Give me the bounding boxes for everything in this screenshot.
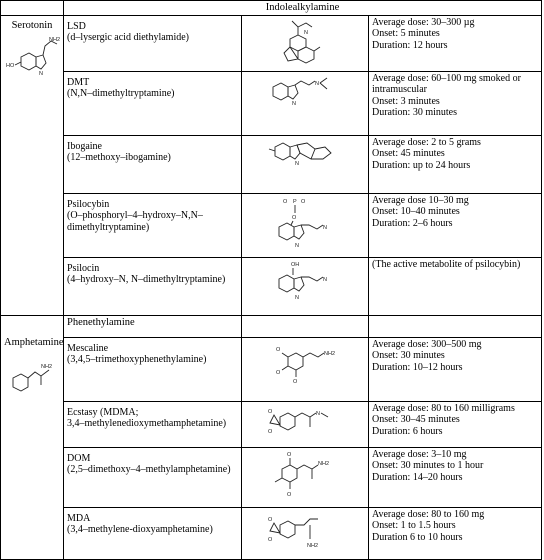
dose-text: Average dose: 30–300 µg bbox=[372, 16, 475, 28]
drug-fullname: (3,4,5–trimethoxyphenethylamine) bbox=[67, 354, 207, 365]
drug-info-cell bbox=[369, 135, 542, 193]
drug-name: Ecstasy (MDMA; bbox=[67, 406, 139, 418]
header-row bbox=[1, 1, 542, 16]
drug-cell bbox=[64, 15, 242, 71]
drug-cell bbox=[64, 401, 242, 447]
drug-fullname: (3,4–methylene-dioxyamphetamine) bbox=[67, 524, 213, 535]
amphetamine-structure-icon bbox=[5, 352, 60, 402]
structure-cell bbox=[242, 257, 369, 315]
psilocybin-structure-icon bbox=[265, 195, 345, 251]
svg-text:O: O bbox=[268, 408, 273, 415]
duration-text: Duration: 14–20 hours bbox=[372, 471, 463, 483]
drug-name: Psilocin bbox=[67, 262, 100, 274]
duration-text: Duration 6 to 10 hours bbox=[372, 531, 463, 543]
structure-cell bbox=[242, 193, 369, 257]
drug-fullname: (d–lysergic acid diethylamide) bbox=[67, 32, 189, 43]
serotonin-structure-icon bbox=[5, 35, 60, 83]
drug-info-cell bbox=[369, 507, 542, 559]
onset-text: Onset: 30 minutes bbox=[372, 350, 445, 361]
svg-text:NH2: NH2 bbox=[307, 542, 319, 549]
dose-text: Average dose: 300–500 mg bbox=[372, 338, 482, 350]
drug-name: LSD bbox=[67, 20, 86, 32]
duration-text: Duration: up to 24 hours bbox=[372, 159, 471, 171]
svg-text:N: N bbox=[38, 71, 43, 77]
dose-text: Average dose: 60–100 mg smoked or intramuscular bbox=[372, 72, 521, 95]
structure-cell bbox=[242, 71, 369, 135]
drug-info-cell bbox=[369, 337, 542, 401]
dose-text: Average dose: 80 to 160 mg bbox=[372, 508, 485, 520]
drug-info-cell bbox=[369, 15, 542, 71]
onset-text: Onset: 30–45 minutes bbox=[372, 414, 460, 425]
svg-text:NH2: NH2 bbox=[48, 37, 60, 43]
svg-text:O: O bbox=[276, 346, 281, 353]
onset-text: Onset: 1 to 1.5 hours bbox=[372, 520, 456, 531]
drug-name: Mescaline bbox=[67, 342, 109, 354]
svg-text:N: N bbox=[295, 294, 299, 301]
drug-fullname: 3,4–methylenedioxymethamphetamine) bbox=[67, 418, 227, 429]
drug-cell bbox=[64, 507, 242, 559]
svg-text:O: O bbox=[268, 536, 273, 543]
svg-text:N: N bbox=[295, 242, 299, 249]
drug-info-cell bbox=[369, 447, 542, 507]
svg-text:N: N bbox=[292, 100, 296, 107]
drug-cell bbox=[64, 257, 242, 315]
drug-cell bbox=[64, 337, 242, 401]
dmt-structure-icon bbox=[265, 73, 345, 113]
svg-text:N: N bbox=[316, 410, 320, 417]
drug-info-cell bbox=[369, 193, 542, 257]
drug-fullname: (N,N–dimethyltryptamine) bbox=[67, 88, 175, 99]
svg-text:HO: HO bbox=[5, 63, 14, 69]
note-text: (The active metabolite of psilocybin) bbox=[372, 258, 521, 270]
svg-text:N: N bbox=[295, 160, 299, 167]
table-row bbox=[1, 507, 542, 559]
table-row bbox=[1, 447, 542, 507]
structure-cell bbox=[242, 135, 369, 193]
svg-text:NH2: NH2 bbox=[40, 364, 52, 370]
drug-name: MDA bbox=[67, 512, 91, 524]
svg-text:O: O bbox=[276, 369, 281, 376]
psilocin-structure-icon bbox=[265, 259, 345, 303]
drug-name: Ibogaine bbox=[67, 140, 102, 152]
phenethylamine-label: Phenethylamine bbox=[64, 315, 242, 337]
onset-text: Onset: 3 minutes bbox=[372, 95, 440, 107]
drug-fullname: (2,5–dimethoxy–4–methylamphetamine) bbox=[67, 464, 231, 475]
table-row bbox=[1, 193, 542, 257]
amphetamine-group-cell bbox=[1, 315, 64, 559]
svg-text:O: O bbox=[283, 198, 288, 205]
dom-structure-icon bbox=[260, 449, 350, 505]
duration-text: Duration: 6 hours bbox=[372, 425, 443, 437]
table-title: Indolealkylamine bbox=[64, 1, 542, 16]
svg-text:N: N bbox=[323, 224, 327, 231]
svg-text:O: O bbox=[293, 378, 298, 385]
drug-cell bbox=[64, 71, 242, 135]
drug-name: Psilocybin bbox=[67, 198, 110, 210]
duration-text: Duration: 10–12 hours bbox=[372, 361, 463, 373]
svg-text:P: P bbox=[293, 198, 297, 205]
table-row bbox=[1, 15, 542, 71]
onset-text: Onset: 45 minutes bbox=[372, 148, 445, 159]
svg-text:NH2: NH2 bbox=[318, 460, 330, 467]
table-row bbox=[1, 337, 542, 401]
duration-text: Duration: 12 hours bbox=[372, 39, 448, 51]
dose-text: Average dose: 3–10 mg bbox=[372, 448, 467, 460]
dose-text: Average dose: 2 to 5 grams bbox=[372, 136, 481, 148]
drug-name: DMT bbox=[67, 76, 90, 88]
table-row bbox=[1, 401, 542, 447]
table-row bbox=[1, 71, 542, 135]
structure-cell bbox=[242, 447, 369, 507]
mdma-structure-icon bbox=[260, 403, 350, 443]
svg-text:O: O bbox=[292, 214, 297, 221]
svg-text:N: N bbox=[323, 276, 327, 283]
duration-text: Duration: 2–6 hours bbox=[372, 217, 453, 229]
svg-text:O: O bbox=[268, 428, 273, 435]
onset-text: Onset: 5 minutes bbox=[372, 28, 440, 39]
subheader-row bbox=[1, 315, 542, 337]
onset-text: Onset: 10–40 minutes bbox=[372, 206, 460, 217]
structure-cell bbox=[242, 401, 369, 447]
dose-text: Average dose 10–30 mg bbox=[372, 194, 469, 206]
svg-text:O: O bbox=[301, 198, 306, 205]
table-row bbox=[1, 135, 542, 193]
drug-name: DOM bbox=[67, 452, 91, 464]
svg-text:O: O bbox=[287, 491, 292, 498]
onset-text: Onset: 30 minutes to 1 hour bbox=[372, 460, 484, 471]
serotonin-group-cell bbox=[1, 15, 64, 315]
drug-info-cell bbox=[369, 71, 542, 135]
drug-cell bbox=[64, 135, 242, 193]
table-row bbox=[1, 257, 542, 315]
ibogaine-structure-icon bbox=[265, 137, 345, 167]
svg-text:N: N bbox=[304, 29, 308, 36]
drug-info-cell bbox=[369, 257, 542, 315]
drug-info-cell bbox=[369, 401, 542, 447]
svg-text:NH2: NH2 bbox=[324, 350, 336, 357]
structure-cell bbox=[242, 507, 369, 559]
mescaline-structure-icon bbox=[260, 339, 350, 395]
drug-cell bbox=[64, 447, 242, 507]
structure-cell bbox=[242, 337, 369, 401]
amphetamine-label: Amphetamine bbox=[4, 336, 64, 348]
svg-text:N: N bbox=[315, 80, 319, 87]
dose-text: Average dose: 80 to 160 milligrams bbox=[372, 402, 515, 414]
drug-cell bbox=[64, 193, 242, 257]
svg-text:O: O bbox=[268, 516, 273, 523]
drug-fullname: (12–methoxy–ibogamine) bbox=[67, 152, 171, 163]
duration-text: Duration: 30 minutes bbox=[372, 107, 457, 118]
svg-text:O: O bbox=[287, 451, 292, 458]
drug-fullname: (4–hydroxy–N, N–dimethyltryptamine) bbox=[67, 274, 226, 285]
lsd-structure-icon bbox=[270, 17, 340, 69]
drug-fullname: (O–phosphoryl–4–hydroxy–N,N–dimethyltryptamine) bbox=[67, 210, 203, 233]
svg-text:OH: OH bbox=[291, 261, 300, 268]
structure-cell bbox=[242, 15, 369, 71]
serotonin-label: Serotonin bbox=[11, 19, 53, 31]
